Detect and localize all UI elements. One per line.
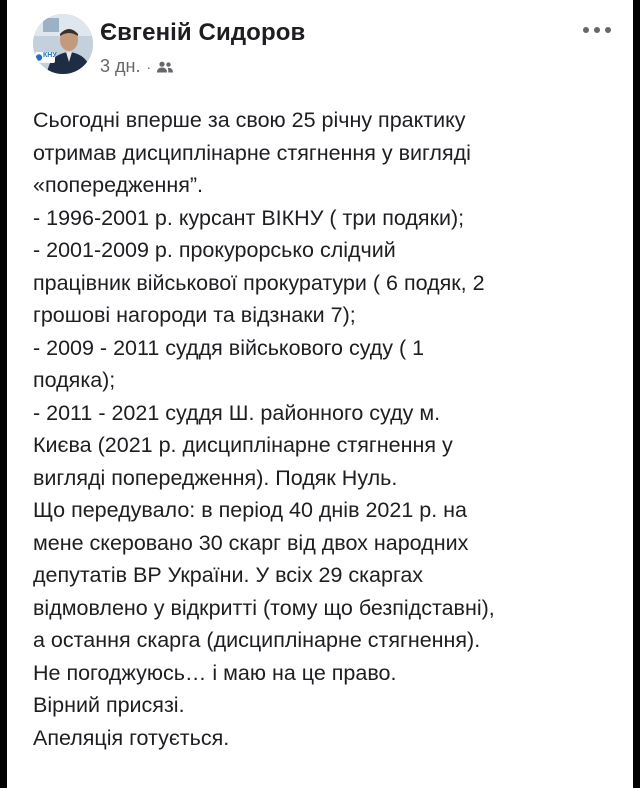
post-line: - 2001-2009 р. прокурорсько слідчий <box>33 238 396 262</box>
post-line: працівник військової прокуратури ( 6 подяк, 2 <box>33 270 485 295</box>
post-card <box>7 0 633 788</box>
author-name[interactable]: Євгеній Сидоров <box>100 19 306 46</box>
post-line: Вірний присязі. <box>33 693 185 717</box>
friends-icon[interactable] <box>157 61 173 73</box>
post-line: Києва (2021 р. дисциплінарне стягнення у <box>33 433 453 457</box>
post-line: Апеляція готується. <box>33 725 230 750</box>
more-options-icon[interactable] <box>577 18 617 42</box>
post-line: а остання скарга (дисциплінарне стягнення). <box>33 628 481 652</box>
post-line: отримав дисциплінарне стягнення у вигляді <box>33 140 471 165</box>
post-line: подяка); <box>33 368 116 392</box>
post-line: Не погоджуюсь… і маю на це право. <box>33 660 397 685</box>
post-line: вигляді попередження). Подяк Нуль. <box>33 465 398 490</box>
avatar-photo <box>33 14 93 74</box>
post-line: мене скеровано 30 скарг від двох народних <box>33 530 469 555</box>
avatar[interactable] <box>33 14 93 74</box>
post-text <box>33 104 625 754</box>
post-line: Що передувало: в період 40 днів 2021 р. на <box>33 498 467 522</box>
post-timestamp[interactable]: 3 дн. <box>100 56 141 76</box>
post-line: - 2011 - 2021 суддя Ш. районного суду м. <box>33 400 441 425</box>
post-line: відмовлено у відкритті (тому що безпідставні), <box>33 595 495 620</box>
post-line: - 1996-2001 р. курсант ВІКНУ ( три подяки); <box>33 205 465 230</box>
avatar-badge-text: КНУ <box>43 52 57 59</box>
post-line: Сьогодні вперше за свою 25 річну практику <box>33 108 466 132</box>
post-line: - 2009 - 2011 суддя військового суду ( 1 <box>33 335 425 360</box>
post-line: «попередження”. <box>33 173 204 197</box>
meta-separator: · <box>146 58 152 75</box>
post-line: депутатів ВР України. У всіх 29 скаргах <box>33 563 424 587</box>
post-meta <box>100 56 173 77</box>
post-line: грошові нагороди та відзнаки 7); <box>33 303 356 327</box>
